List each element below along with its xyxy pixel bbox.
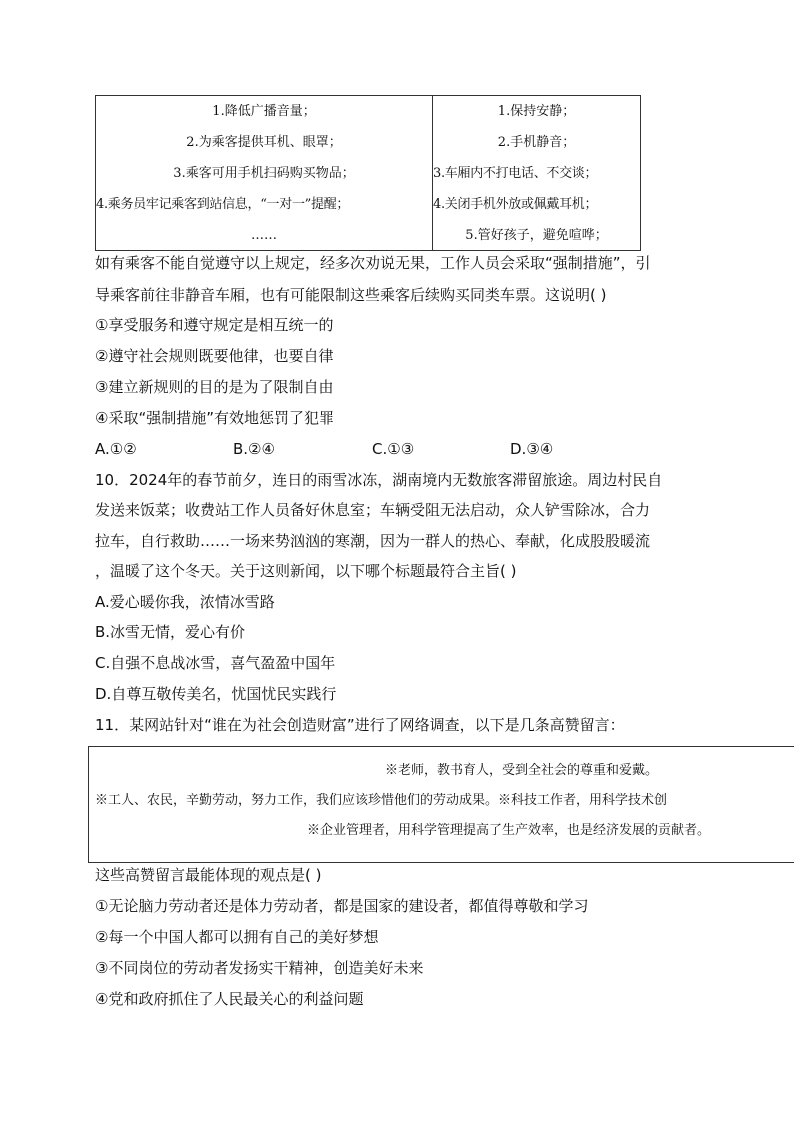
q9-text-line-2: 导乘客前往非静音车厢，也有可能限制这些乘客后续购买同类车票。这说明( ) [95,286,607,304]
q10-option-b[interactable]: B.冰雪无情，爱心有价 [95,623,246,641]
q11-statement-3: ③不同岗位的劳动者发扬实干精神，创造美好未来 [95,959,424,977]
q9-statement-4: ④采取“强制措施”有效地惩罚了犯罪 [95,409,334,427]
q9-statement-1: ①享受服务和遵守规定是相互统一的 [95,316,334,334]
staff-measure-1: 1.降低广播音量； [212,104,316,119]
quotes-box [88,746,794,863]
q11-statement-1: ①无论脑力劳动者还是体力劳动者，都是国家的建设者，都值得尊敬和学习 [95,897,589,915]
q10-option-c[interactable]: C.自强不息战冰雪，喜气盈盈中国年 [95,654,336,672]
quote-managers: ※企业管理者，用科学管理提高了生产效率，也是经济发展的贡献者。 [307,823,711,838]
quote-workers-scientists: ※工人、农民，辛勤劳动，努力工作，我们应该珍惜他们的劳动成果。※科技工作者，用科学技术创 [95,793,668,808]
q10-text-line-2: 发送来饭菜；收费站工作人员备好休息室；车辆受阻无法启动，众人铲雪除冰，合力 [95,501,651,519]
q9-statement-2: ②遵守社会规则既要他律，也要自律 [95,347,334,365]
staff-measures-column [96,96,433,250]
q11-statement-4: ④党和政府抓住了人民最关心的利益问题 [95,990,364,1008]
quote-teacher: ※老师，教书育人，受到全社会的尊重和爱戴。 [385,763,659,778]
staff-measure-more: …… [251,228,277,243]
q10-option-d[interactable]: D.自尊互敬传美名，忧国忧民实践行 [95,685,337,703]
staff-measure-2: 2.为乘客提供耳机、眼罩； [186,135,342,150]
q9-option-c[interactable]: C.①③ [372,440,415,458]
q10-text-line-4: ，温暖了这个冬天。关于这则新闻，以下哪个标题最符合主旨( ) [95,562,517,580]
passenger-rules-column [433,96,640,250]
passenger-rule-4: 4.关闭手机外放或佩戴耳机； [433,197,598,212]
passenger-rule-5: 5.管好孩子，避免喧哗； [465,228,608,243]
staff-measure-4: 4.乘务员牢记乘客到站信息，“一对一”提醒； [96,197,350,212]
q10-text-line-3: 拉车，自行救助……一场来势汹汹的寒潮，因为一群人的热心、奉献，化成股股暖流 [95,532,651,550]
passenger-rule-2: 2.手机静音； [497,135,576,150]
rules-table [95,95,641,251]
q9-text-line-1: 如有乘客不能自觉遵守以上规定，经多次劝说无果，工作人员会采取“强制措施”，引 [95,254,651,272]
q11-question: 这些高赞留言最能体现的观点是( ) [95,866,322,884]
q10-option-a[interactable]: A.爱心暖你我，浓情冰雪路 [95,593,275,611]
q10-text-line-1: 10．2024年的春节前夕，连日的雨雪冰冻，湖南境内无数旅客滞留旅途。周边村民自 [95,471,663,489]
passenger-rule-3: 3.车厢内不打电话、不交谈； [433,166,598,181]
q9-option-b[interactable]: B.②④ [233,440,275,458]
staff-measure-3: 3.乘客可用手机扫码购买物品； [173,166,355,181]
q9-statement-3: ③建立新规则的目的是为了限制自由 [95,378,334,396]
q11-stem: 11．某网站针对“谁在为社会创造财富”进行了网络调查，以下是几条高赞留言： [95,716,625,734]
q11-statement-2: ②每一个中国人都可以拥有自己的美好梦想 [95,928,379,946]
q9-option-a[interactable]: A.①② [95,440,137,458]
q9-option-d[interactable]: D.③④ [510,440,554,458]
passenger-rule-1: 1.保持安静； [497,104,576,119]
